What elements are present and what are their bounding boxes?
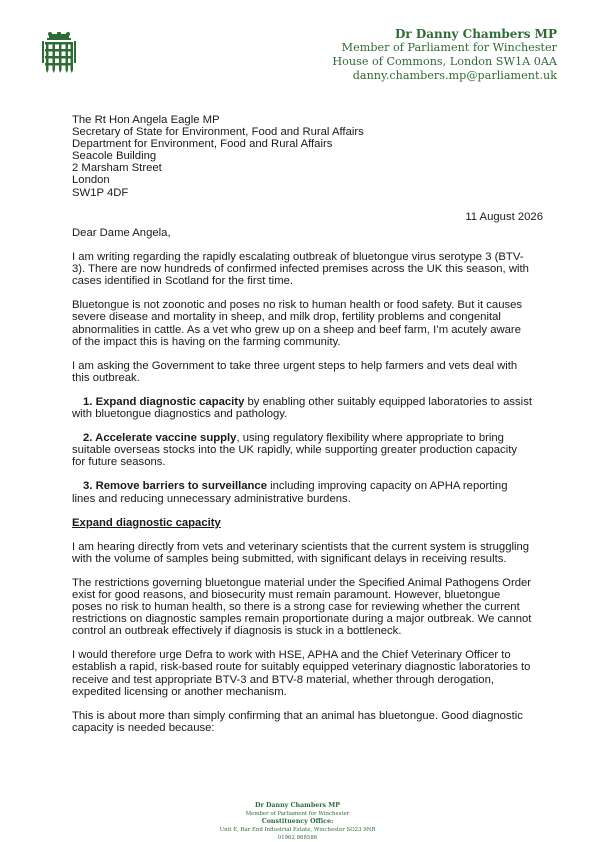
step-text: including improving capacity on APHA reporting lines and reducing unnecessary administrative burdens. — [72, 480, 508, 505]
step-number: 2. — [83, 432, 93, 445]
letter-body — [72, 227, 532, 746]
step-item — [72, 480, 532, 504]
step-title: Remove barriers to surveillance — [95, 480, 267, 493]
letter-footer — [0, 802, 595, 842]
paragraph: I am asking the Government to take three urgent steps to help farmers and vets deal with this outbreak. — [72, 359, 518, 384]
recipient-line: London — [72, 174, 110, 187]
recipient-line: SW1P 4DF — [72, 186, 129, 199]
step-number: 1. — [83, 395, 93, 408]
section-paragraph: The restrictions governing bluetongue material under the Specified Animal Pathogens Order exist for good reasons, and biosecurity must remain paramount. However, bluetongue poses no risk to human health, so there is a strong case for reviewing whether the current restrictions on diagnostic samples remain proportionate during a major outbreak. We cannot control an outbreak effectively if diagnosis is stuck in a bottleneck. — [72, 576, 532, 638]
mp-role: Member of Parliament for Winchester — [341, 41, 557, 54]
recipient-line: Secretary of State for Environment, Food and Rural Affairs — [72, 126, 364, 139]
letter-date: 11 August 2026 — [465, 211, 543, 223]
section-paragraph: I am hearing directly from vets and veterinary scientists that the current system is struggling with the volume of samples being submitted, with significant delays in receiving results. — [72, 540, 530, 565]
section-paragraph: This is about more than simply confirming that an animal has bluetongue. Good diagnostic capacity is needed because: — [72, 709, 523, 734]
paragraph: Bluetongue is not zoonotic and poses no risk to human health or food safety. But it causes severe disease and mortality in sheep, and milk drop, fertility problems and congenital abnormalities in cattle. As a vet who grew up on a sheep and beef farm, I’m acutely aware of the impact this is having on the farming community. — [72, 299, 523, 348]
step-title: Accelerate vaccine supply — [95, 432, 237, 445]
portcullis-icon — [41, 32, 77, 74]
step-text: , using regulatory flexibility where appropriate to bring suitable overseas stocks into the UK rapidly, while supporting greater production capacity for future seasons. — [72, 432, 517, 469]
paragraph: I am writing regarding the rapidly escalating outbreak of bluetongue virus serotype 3 (BTV-3). There are now hundreds of confirmed infected premises across the UK this season, with cases identified in Scotland for the first time. — [72, 251, 529, 288]
section-paragraph: I would therefore urge Defra to work with HSE, APHA and the Chief Veterinary Officer to establish a rapid, risk-based route for suitably equipped veterinary diagnostic laboratories to receive and test appropriate BTV-3 and BTV-8 material, whether through derogation, expedited licensing or another mechanism. — [72, 649, 531, 698]
recipient-line: 2 Marsham Street — [72, 162, 162, 175]
step-number: 3. — [83, 480, 93, 493]
step-item — [72, 396, 532, 420]
mp-email[interactable]: danny.chambers.mp@parliament.uk — [352, 69, 557, 82]
letterhead — [332, 27, 557, 83]
footer-phone: 01962 868586 — [277, 835, 318, 841]
mp-name: Dr Danny Chambers MP — [394, 27, 557, 41]
footer-office-label: Constituency Office: — [261, 818, 334, 825]
recipient-line: The Rt Hon Angela Eagle MP — [72, 114, 220, 126]
recipient-address — [72, 114, 364, 199]
footer-office-address: Unit E, Bar End Industrial Estate, Winchester SO23 9NR — [219, 827, 376, 833]
recipient-line: Seacole Building — [72, 150, 157, 163]
recipient-line: Department for Environment, Food and Rural Affairs — [72, 138, 333, 151]
step-item — [72, 432, 532, 468]
steps-list — [72, 396, 532, 505]
footer-name: Dr Danny Chambers MP — [254, 802, 341, 809]
section-heading: Expand diagnostic capacity — [72, 516, 221, 529]
step-text: by enabling other suitably equipped laboratories to assist with bluetongue diagnostics and pathology. — [72, 395, 532, 421]
salutation: Dear Dame Angela, — [72, 227, 171, 239]
mp-address: House of Commons, London SW1A 0AA — [332, 55, 557, 68]
footer-role: Member of Parliament for Winchester — [245, 811, 350, 817]
step-title: Expand diagnostic capacity — [95, 395, 245, 408]
